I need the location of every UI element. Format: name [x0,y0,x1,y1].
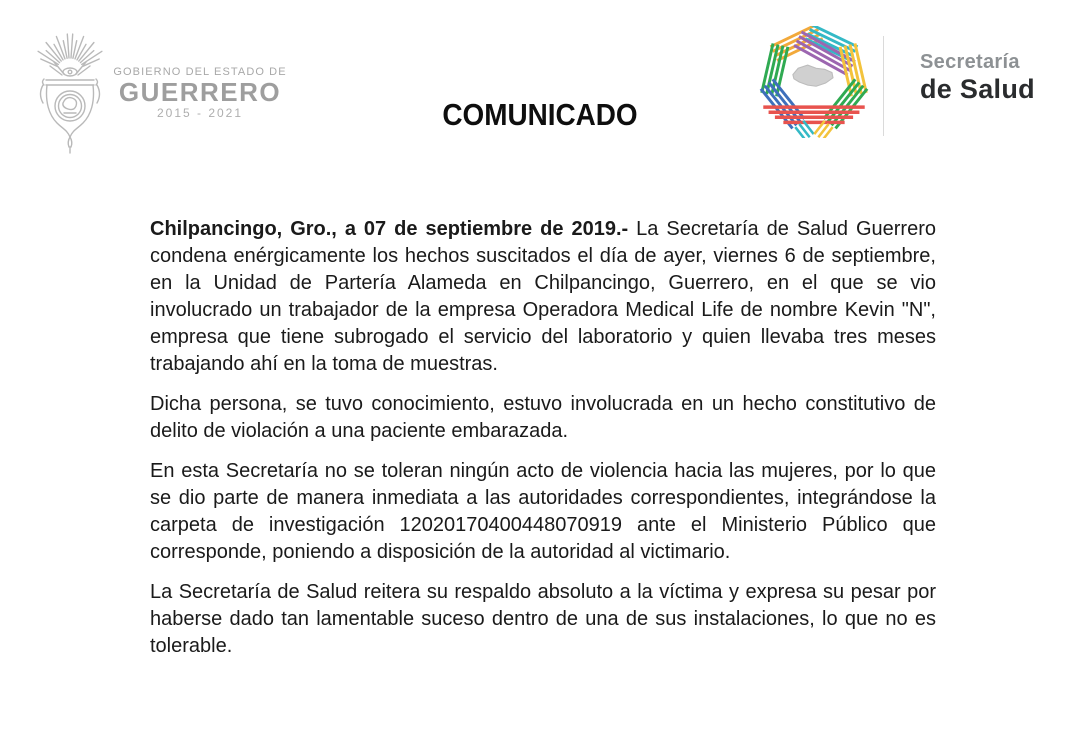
government-wordmark-name: GUERRERO [118,77,282,107]
health-wordmark-line2: de Salud [920,74,1035,104]
government-wordmark-period: 2015 - 2021 [156,106,244,120]
paragraph: Dicha persona, se tuvo conocimiento, estuvo involucrada en un hecho constitutivo de delito de violación a una paciente embarazada. [150,393,936,442]
health-secretariat-wordmark [920,50,1035,105]
government-wordmark-topline: GOBIERNO DEL ESTADO DE [113,66,287,78]
health-secretariat-logo-icon [758,26,870,138]
press-release-body [150,216,936,673]
paragraph: La Secretaría de Salud reitera su respaldo absoluto a la víctima y expresa su pesar por haberse dado tan lamentable suceso dentro de una de sus instalaciones, lo que no es tolerable. [150,581,936,657]
health-wordmark-line1: Secretaría [920,51,1020,73]
dateline: Chilpancingo, Gro., a 07 de septiembre de 2019.- [150,218,629,240]
page-title: COMUNICADO [442,97,638,132]
paragraph: Chilpancingo, Gro., a 07 de septiembre de 2019.- La Secretaría de Salud Guerrero condena enérgicamente los hechos suscitados el día de ayer, viernes 6 de septiembre, en la Unidad de Partería Alameda en Chilpancingo, Guerrero, en el que se vio involucrado un trabajador de la empresa Operadora Medical Life de nombre Kevin "N", empresa que tiene subrogado el servicio del laboratorio y quien llevaba tres meses trabajando ahí en la toma de muestras. [150,218,936,375]
state-silhouette [793,65,833,86]
guerrero-coat-of-arms-icon [30,22,110,156]
paragraph: En esta Secretaría no se toleran ningún acto de violencia hacia las mujeres, por lo que se dio parte de manera inmediata a las autoridades correspondientes, integrándose la carpeta de investigación 12020170400448070919 ante el Ministerio Público que corresponde, poniendo a disposición de la autoridad al victimario. [150,460,936,563]
header-divider [883,36,884,136]
